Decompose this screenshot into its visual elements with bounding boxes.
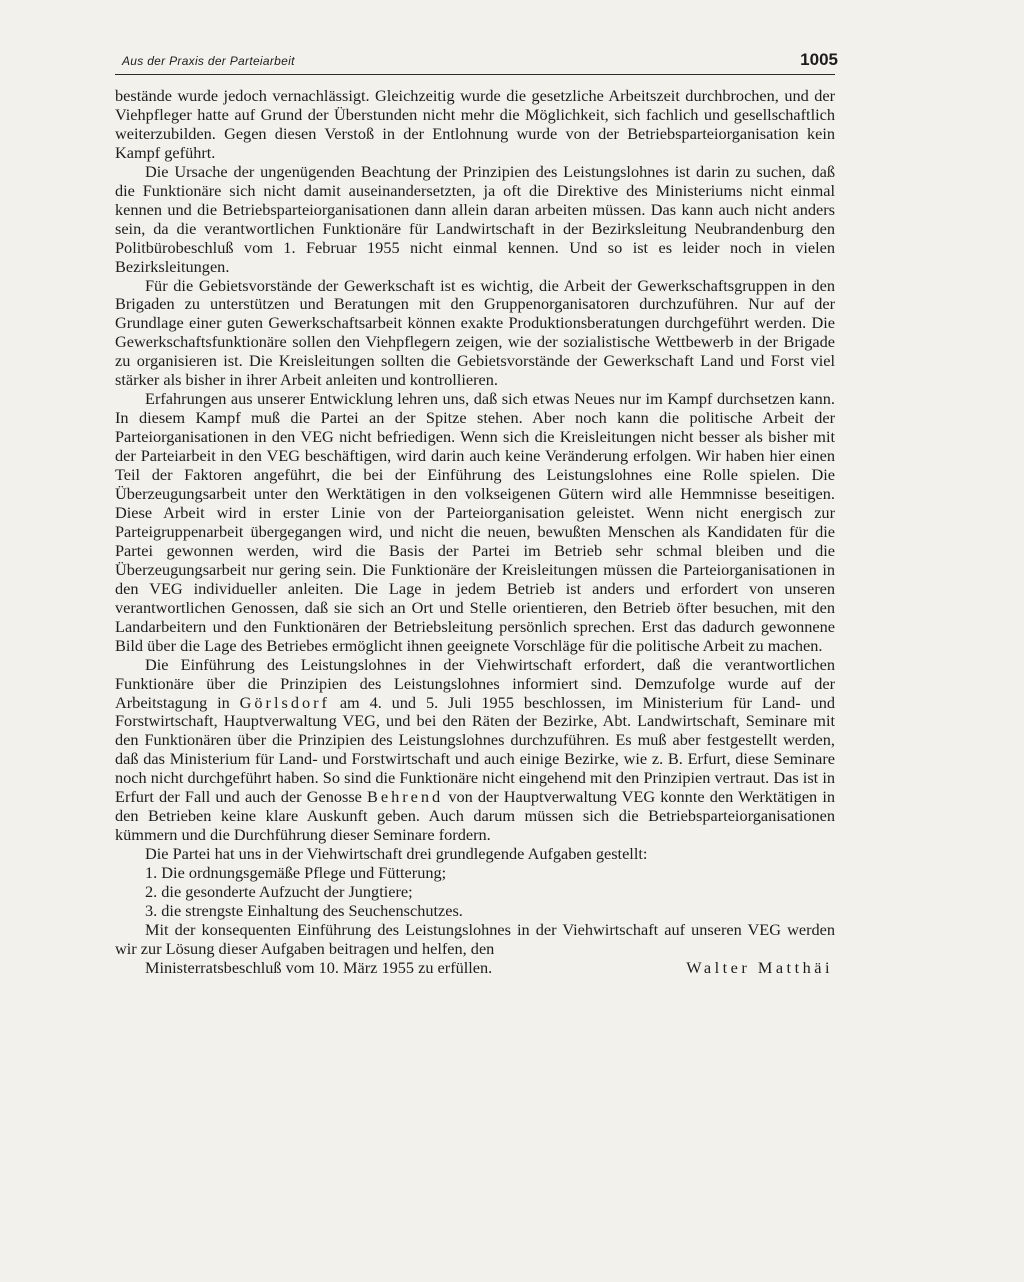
paragraph-1: bestände wurde jedoch vernachlässigt. Gleichzeitig wurde die gesetzliche Arbeitszeit durchbrochen, und der Viehpfleger hatte auf Grund der Überstunden nicht mehr die Möglichkeit, sich fachlich und gesellschaftlich weiterzubilden. Gegen diesen Verstoß in der Entlohnung wurde von der Betriebsparteiorganisation kein Kampf geführt. <box>115 86 835 162</box>
paragraph-7: Mit der konsequenten Einführung des Leistungslohnes in der Viehwirtschaft auf unseren VEG werden wir zur Lösung dieser Aufgaben beitragen und helfen, den <box>115 919 835 958</box>
list-item: 3. die strengste Einhaltung des Seuchenschutzes. <box>145 900 463 920</box>
place-name: Görlsdorf <box>239 692 330 712</box>
paragraph-5-part-a: Die Einführung des Leistungslohnes in der Viehwirtschaft erfordert, daß die verantwortlichen Funktionäre über die Prinzipien des Leistungslohnes informiert sind. Demzufolge wurde auf der Arbeitstagung in <box>115 654 835 712</box>
document-page <box>115 50 838 978</box>
paragraph-2: Die Ursache der ungenügenden Beachtung der Prinzipien des Leistungslohnes ist darin zu suchen, daß die Funktionäre sich nicht damit auseinandersetzten, ja oft die Direktive des Ministeriums nicht einmal kennen und die Betriebsparteiorganisationen dann allein daran arbeiten müssen. Das kann auch nicht anders sein, da die verantwortlichen Funktionäre für Landwirtschaft in der Bezirksleitung Neubrandenburg den Politbürobeschluß vom 1. Februar 1955 nicht einmal kennen. Und so ist es leider noch in vielen Bezirksleitungen. <box>115 161 835 276</box>
page-number: 1005 <box>800 50 838 69</box>
page-header <box>115 50 838 75</box>
paragraph-6: Die Partei hat uns in der Viehwirtschaft drei grundlegende Aufgaben gestellt: <box>145 844 648 864</box>
closing-sentence: Ministerratsbeschluß vom 10. März 1955 zu erfüllen. <box>145 957 493 977</box>
paragraph-5 <box>115 656 835 846</box>
body-text <box>115 87 835 978</box>
author-signature: Walter Matthäi <box>686 957 833 977</box>
paragraph-5-part-b: am 4. und 5. Juli 1955 beschlossen, im Ministerium für Land- und Forstwirtschaft, Hauptverwaltung VEG, und bei den Räten der Bezirke, Abt. Landwirtschaft, Seminare mit den Funktionären über die Prinzipien des Leistungslohnes durchzuführen. Es muß aber festgestellt werden, daß das Ministerium für Land- und Forstwirtschaft und auch einige Bezirke, wie z. B. Erfurt, diese Seminare noch nicht durchgeführt haben. So sind die Funktionäre nicht eingehend mit den Prinzipien vertraut. Das ist in Erfurt der Fall und auch der Genosse <box>115 692 835 807</box>
running-head: Aus der Praxis der Parteiarbeit <box>122 54 295 68</box>
person-name: Behrend <box>367 787 444 807</box>
paragraph-5-part-c: von der Hauptverwaltung VEG konnte den Werktätigen in den Betrieben keine klare Auskunft geben. Auch darum müssen sich die Betriebsparteiorganisationen kümmern und die Durchführung dieser Seminare fordern. <box>115 787 835 845</box>
paragraph-3: Für die Gebietsvorstände der Gewerkschaft ist es wichtig, die Arbeit der Gewerkschaftsgruppen in den Brigaden zu unterstützen und Beratungen mit den Gruppenorganisatoren durchzuführen. Nur auf der Grundlage einer guten Gewerkschaftsarbeit können exakte Produktionsberatungen durchgeführt werden. Die Gewerkschaftsfunktionäre sollen den Viehpflegern zeigen, wie der sozialistische Wettbewerb in der Brigade zu organisieren ist. Die Kreisleitungen sollten die Gebietsvorstände der Gewerkschaft Land und Forst viel stärker als bisher in ihrer Arbeit anleiten und kontrollieren. <box>115 275 835 390</box>
paragraph-4: Erfahrungen aus unserer Entwicklung lehren uns, daß sich etwas Neues nur im Kampf durchsetzen kann. In diesem Kampf muß die Partei an der Spitze stehen. Aber noch kann die politische Arbeit der Parteiorganisationen in den VEG nicht befriedigen. Wenn sich die Kreisleitungen nicht besser als bisher mit der Parteiarbeit in den VEG beschäftigen, wird darin auch keine Veränderung erfolgen. Wir haben hier einen Teil der Faktoren angeführt, die bei der Einführung des Leistungslohnes eine Rolle spielen. Die Überzeugungsarbeit unter den Werktätigen in den volkseigenen Gütern wird alle Hemmnisse beseitigen. Diese Arbeit wird in erster Linie von der Parteiorganisation geleistet. Wenn nicht energisch zur Parteigruppenarbeit übergegangen wird, und nicht die neuen, bewußten Menschen als Kandidaten für die Partei gewonnen werden, wird die Basis der Partei im Betrieb sehr schmal bleiben und die Überzeugungsarbeit nur gering sein. Die Funktionäre der Kreisleitungen müssen die Parteiorganisationen in den VEG individueller anleiten. Die Lage in jedem Betrieb ist anders und erfordert von unseren verantwortlichen Genossen, daß sie sich an Ort und Stelle orientieren, den Betrieb öfter besuchen, mit den Landarbeitern und den Funktionären der Betriebsleitung persönlich sprechen. Erst das dadurch gewonnene Bild über die Lage des Betriebes ermöglicht ihnen geeignete Vorschläge für die politische Arbeit zu machen. <box>115 389 835 655</box>
list-item: 2. die gesonderte Aufzucht der Jungtiere; <box>145 882 413 902</box>
closing-line <box>115 959 835 978</box>
list-item: 1. Die ordnungsgemäße Pflege und Fütterung; <box>145 863 447 883</box>
